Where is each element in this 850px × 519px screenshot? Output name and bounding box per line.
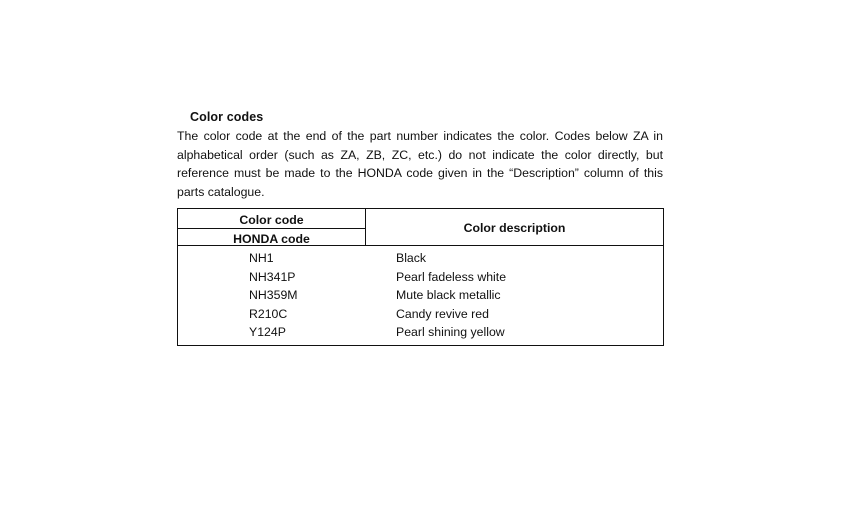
header-color-code: Color code xyxy=(239,213,304,227)
header-sub-divider xyxy=(178,228,365,229)
header-color-description: Color description xyxy=(463,221,566,235)
color-description-cell: Mute black metallic xyxy=(396,288,501,302)
table-row xyxy=(178,325,663,344)
table-row xyxy=(178,307,663,326)
honda-code-cell: NH359M xyxy=(249,288,298,302)
table-body xyxy=(178,251,663,344)
section-title: Color codes xyxy=(190,110,264,124)
honda-code-cell: NH341P xyxy=(249,269,296,284)
table-row xyxy=(178,288,663,307)
honda-code-cell: NH1 xyxy=(249,251,274,265)
color-description-cell: Black xyxy=(396,251,427,265)
intro-text: The color code at the end of the part number indicates the color. Codes below ZA in alphabetical order (such as ZA, ZB, ZC, etc.) do not indicate the color directly, but reference must be made to the HONDA code given in the “Description” column of this parts catalogue. xyxy=(177,129,663,199)
honda-code-cell: Y124P xyxy=(249,325,286,339)
intro-paragraph xyxy=(177,127,663,201)
color-description-cell: Pearl shining yellow xyxy=(396,325,505,339)
header-honda-code: HONDA code xyxy=(233,232,310,246)
color-description-cell: Pearl fadeless white xyxy=(396,269,507,284)
table-row xyxy=(178,251,663,270)
honda-code-cell: R210C xyxy=(249,306,288,321)
color-code-table xyxy=(177,208,664,346)
color-description-cell: Candy revive red xyxy=(396,306,489,321)
table-row xyxy=(178,270,663,289)
